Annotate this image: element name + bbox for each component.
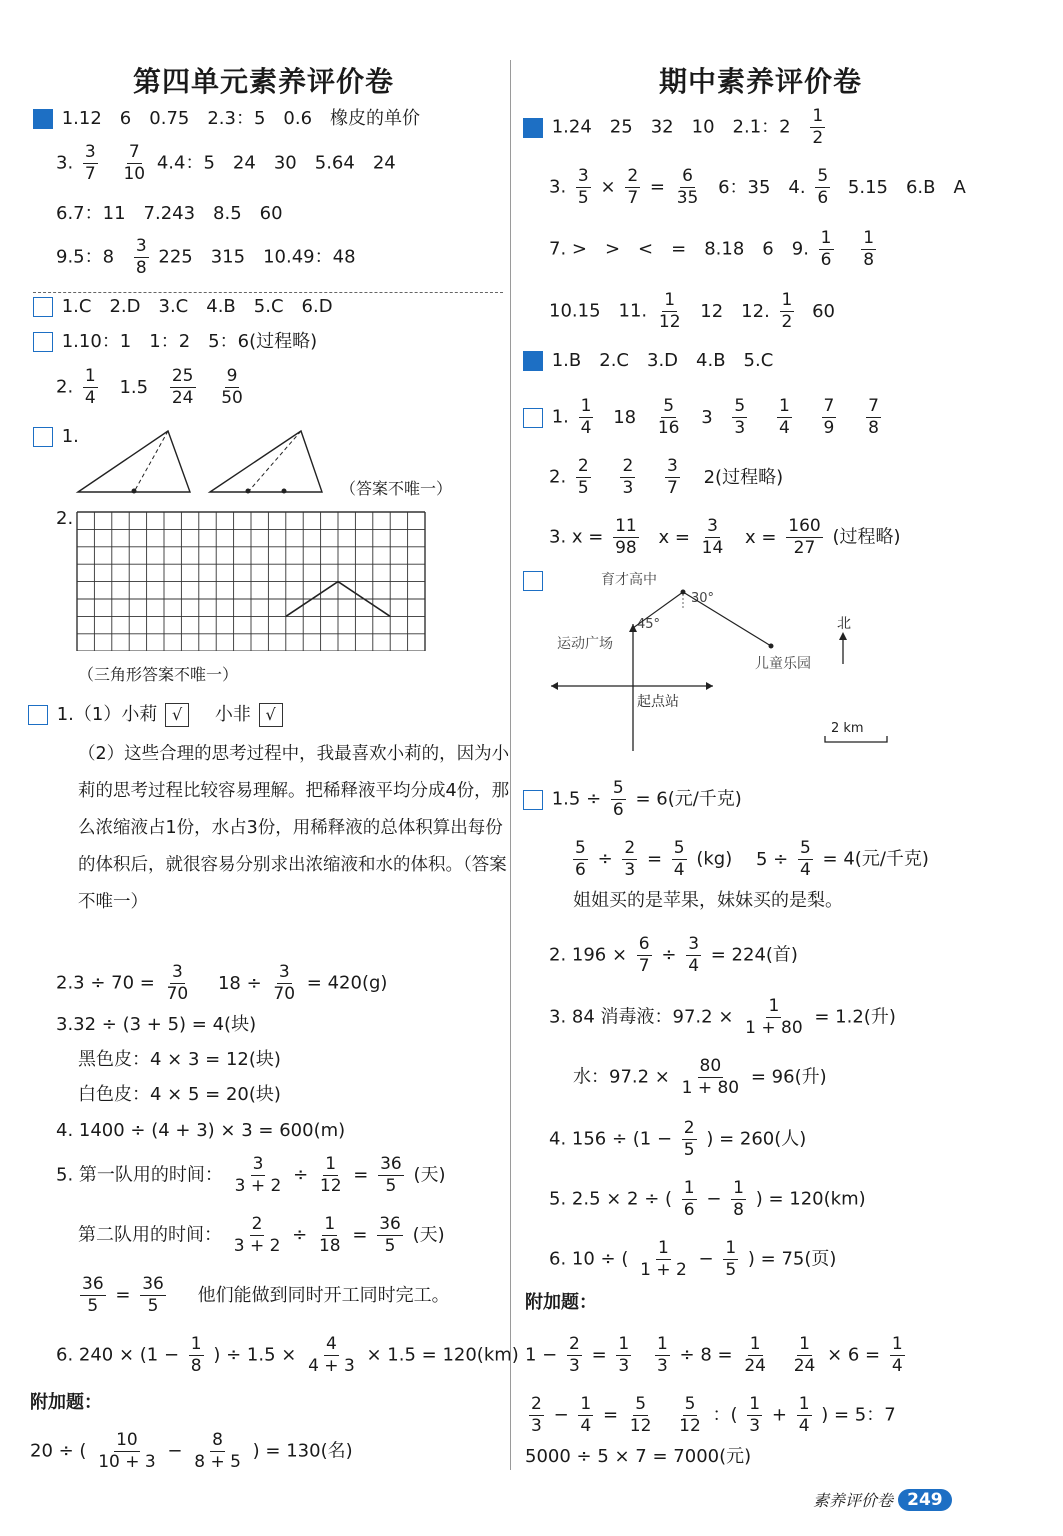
checkbox-xiaofei: √ [259,703,283,727]
right-s1-row1: 1.24 25 32 10 2.1：2 $\frac{1}{2}$ [523,108,829,147]
fraction: $\frac{80}{1 + 80}$ [681,1056,740,1098]
section-marker-1 [33,109,53,129]
playground-label: 运动广场 [557,636,613,652]
left-s4-q2: 2. [56,508,74,529]
fraction: $\frac{3}{70}$ [273,962,296,1004]
fraction: $\frac{3}{7}$ [667,456,678,498]
west-arrow-icon [551,682,558,690]
map-figure [543,566,903,766]
left-s5-q6: 6. 240 × (1 − $\frac{1}{8}$ ) ÷ 1.5 × $\frac{4}{4 + 3}$ × 1.5 = 120(km) [56,1334,519,1376]
fraction: $\frac{1}{2}$ [812,106,824,148]
section-marker-1 [523,118,543,138]
fraction: $\frac{7}{9}$ [823,396,835,438]
fraction: $\frac{7}{10}$ [123,142,146,184]
park-point [769,644,774,649]
fraction: $\frac{6}{35}$ [676,166,699,208]
grid-figure [76,511,428,651]
fraction: $\frac{36}{5}$ [142,1274,164,1316]
right-s5-q1c: 姐姐买的是苹果，妹妹买的是梨。 [573,890,843,911]
fraction: $\frac{1}{6}$ [683,1178,695,1220]
scale-label: 2 km [831,721,864,736]
right-s5-q1b: $\frac{5}{6}$ ÷ $\frac{2}{3}$ = $\frac{5}{4}$ (kg) 5 ÷ $\frac{5}{4}$ = 4(元/千克) [575,838,929,880]
height-line-1 [134,431,168,492]
fraction: $\frac{3}{4}$ [688,934,700,976]
fraction: $\frac{1}{4}$ [84,366,96,408]
triangle-1 [78,431,190,492]
left-s5-q2: 2.3 ÷ 70 = $\frac{3}{70}$ 18 ÷ $\frac{3}{70}$ = 420(g) [56,962,388,1004]
right-s5-q3a: 3. 84 消毒液：97.2 × $\frac{1}{1 + 80}$ = 1.2(升) [549,996,896,1038]
left-s5-q5c: $\frac{36}{5}$ = $\frac{36}{5}$ 他们能做到同时开工同时完工。 [82,1274,450,1316]
fraction: $\frac{5}{3}$ [734,396,746,438]
right-extra-row2: $\frac{2}{3}$ − $\frac{1}{4}$ = $\frac{5}{12}$ $\frac{5}{12}$ ：( $\frac{1}{3}$ + $\frac{1}{4}$ ) = 5：7 [531,1394,896,1436]
fraction: $\frac{5}{12}$ [679,1394,701,1436]
left-s5-q5b: 第二队用的时间： $\frac{2}{3 + 2}$ ÷ $\frac{1}{18}$ = $\frac{36}{5}$ (天) [78,1214,445,1256]
park-label: 儿童乐园 [755,656,811,672]
fraction: $\frac{160}{27}$ [788,516,821,558]
section-marker-4 [33,427,53,447]
left-extra-title: 附加题： [30,1392,102,1413]
school-point [681,590,686,595]
fraction: $\frac{3}{3 + 2}$ [234,1154,282,1196]
fraction: $\frac{10}{10 + 3}$ [98,1430,156,1472]
right-s5-q3b: 水：97.2 × $\frac{80}{1 + 80}$ = 96(升) [573,1056,827,1098]
fraction: $\frac{1}{4}$ [798,1394,810,1436]
fraction: $\frac{1}{2}$ [781,290,793,332]
left-s3-row2: 2. $\frac{1}{4}$ 1.5 $\frac{25}{24}$ $\frac{9}{50}$ [56,366,243,408]
section-marker-3 [33,332,53,352]
fraction: $\frac{36}{5}$ [379,1214,401,1256]
left-s4-note1: （答案不唯一） [340,479,453,498]
fraction: $\frac{1}{1 + 2}$ [640,1238,687,1280]
fraction: $\frac{6}{7}$ [638,934,650,976]
north-label: 北 [837,616,851,632]
fraction: $\frac{3}{14}$ [701,516,724,558]
right-s1-row2: 3. $\frac{3}{5}$ × $\frac{2}{7}$ = $\frac{6}{35}$ 6：35 4. $\frac{5}{6}$ 5.15 6.B A [549,166,966,208]
fraction: $\frac{1}{8}$ [863,228,875,270]
fraction: $\frac{1}{8}$ [190,1334,202,1376]
right-s5-q1a: 1.5 ÷ $\frac{5}{6}$ = 6(元/千克) [523,780,742,819]
triangles-figure [70,425,330,500]
fraction: $\frac{2}{3}$ [569,1334,580,1376]
left-extra-answer: 20 ÷ ( $\frac{10}{10 + 3}$ − $\frac{8}{8 + 5}$ ) = 130(名) [30,1430,353,1472]
fraction: $\frac{1}{4}$ [891,1334,903,1376]
left-s5-q4: 4. 1400 ÷ (4 + 3) × 3 = 600(m) [56,1120,346,1141]
left-s5-q3c: 白色皮：4 × 5 = 20(块) [78,1084,281,1105]
left-column [0,0,519,1536]
fraction: $\frac{1}{6}$ [820,228,832,270]
fraction: $\frac{2}{3}$ [624,838,636,880]
fraction: $\frac{9}{50}$ [221,366,243,408]
angle-45-label: 45° [637,617,661,632]
right-s1-row4: 10.15 11. $\frac{1}{12}$ 12 12. $\frac{1}{2}$ 60 [549,290,835,332]
fraction: $\frac{5}{16}$ [657,396,680,438]
fraction: $\frac{1}{3}$ [618,1334,630,1376]
fraction: $\frac{1}{24}$ [744,1334,766,1376]
left-s5-q3a: 3.32 ÷ (3 + 5) = 4(块) [56,1014,257,1035]
fraction: $\frac{1}{3}$ [656,1334,668,1376]
right-s2-row1: 1.B 2.C 3.D 4.B 5.C [523,350,773,372]
column-divider [510,60,511,1470]
school-label: 育才高中 [601,572,657,588]
fraction: $\frac{1}{24}$ [793,1334,816,1376]
fraction: $\frac{5}{6}$ [612,778,624,820]
right-column [513,0,1063,1536]
page-footer [813,1488,952,1511]
fraction: $\frac{5}{6}$ [817,166,829,208]
east-arrow-icon [706,682,713,690]
fraction: $\frac{1}{12}$ [658,290,681,332]
left-s1-row2: 3. $\frac{3}{7}$ $\frac{7}{10}$ 4.4：5 24 30 5.64 24 [56,142,396,184]
fraction: $\frac{5}{6}$ [575,838,586,880]
section-marker-4 [523,571,543,591]
fraction: $\frac{3}{8}$ [135,236,147,278]
angle-30-label: 30° [691,591,715,606]
fraction: $\frac{36}{5}$ [380,1154,402,1196]
scale-bar [825,736,887,742]
fraction: $\frac{36}{5}$ [82,1274,104,1316]
right-extra-title: 附加题： [525,1292,597,1313]
fraction: $\frac{1}{18}$ [318,1214,341,1256]
dashed-divider [33,292,503,293]
fraction: $\frac{1}{4}$ [580,1394,592,1436]
fraction: $\frac{3}{70}$ [166,962,189,1004]
fraction: $\frac{5}{12}$ [629,1394,652,1436]
right-s3-row1: 1. $\frac{1}{4}$ 18 $\frac{5}{16}$ 3 $\frac{5}{3}$ $\frac{1}{4}$ $\frac{7}{9}$ $\frac{7}{8}$ [523,398,885,437]
right-title: 期中素养评价卷 [659,65,863,98]
left-title: 第四单元素养评价卷 [133,65,395,98]
section-marker-5 [523,790,543,810]
right-s3-row3: 3. x = $\frac{11}{98}$ x = $\frac{3}{14}$ x = $\frac{160}{27}$ (过程略) [549,516,901,558]
page-number: 249 [898,1489,952,1511]
fraction: $\frac{5}{4}$ [673,838,685,880]
point-2 [246,489,251,494]
point-3 [282,489,287,494]
right-s5-q2: 2. 196 × $\frac{6}{7}$ ÷ $\frac{3}{4}$ = 224(首) [549,934,798,976]
section-marker-2 [523,351,543,371]
checkbox-xiaoli: √ [165,703,189,727]
right-s5-q5: 5. 2.5 × 2 ÷ ( $\frac{1}{6}$ − $\frac{1}{8}$ ) = 120(km) [549,1178,866,1220]
right-extra-row1: 1 − $\frac{2}{3}$ = $\frac{1}{3}$ $\frac{1}{3}$ ÷ 8 = $\frac{1}{24}$ $\frac{1}{24}$ × 6 = $\frac{1}{4}$ [525,1334,903,1376]
fraction: $\frac{1}{4}$ [778,396,790,438]
fraction: $\frac{1}{12}$ [319,1154,342,1196]
fraction: $\frac{2}{5}$ [683,1118,695,1160]
left-s4-note2: （三角形答案不唯一） [78,665,239,684]
left-s4-q1: 1. [33,426,79,448]
start-label: 起点站 [637,694,679,710]
left-s1-row4: 9.5：8 $\frac{3}{8}$ 225 315 10.49：48 [56,236,356,278]
fraction: $\frac{1}{3}$ [749,1394,761,1436]
left-s5-q1: 1.（1）小莉 √ 小非 √ [28,703,289,727]
fraction: $\frac{3}{5}$ [577,166,589,208]
fraction: $\frac{5}{4}$ [799,838,811,880]
triangle-2 [210,431,322,492]
left-s5-paragraph: （2）这些合理的思考过程中，我最喜欢小莉的，因为小莉的思考过程比较容易理解。把稀释液平均分成4份，那么浓缩液占1份，水占3份，用稀释液的总体积算出每份的体积后，就很容易分别求出浓缩液和水的体积。（答案不唯一） [78,744,510,912]
north-arrow-icon [839,632,847,640]
fraction: $\frac{2}{7}$ [627,166,639,208]
fraction: $\frac{11}{98}$ [615,516,637,558]
section-marker-3 [523,408,543,428]
left-s5-q3b: 黑色皮：4 × 3 = 12(块) [78,1049,281,1070]
right-s5-q6: 6. 10 ÷ ( $\frac{1}{1 + 2}$ − $\frac{1}{5}$ ) = 75(页) [549,1238,837,1280]
fraction: $\frac{3}{7}$ [84,142,96,184]
footer-label: 素养评价卷 [813,1491,894,1510]
left-s3-row1: 1.10：1 1：2 5：6(过程略) [33,331,317,353]
point-1 [132,489,137,494]
section-marker-2 [33,297,53,317]
left-s2-row1: 1.C 2.D 3.C 4.B 5.C 6.D [33,296,333,318]
fraction: $\frac{4}{4 + 3}$ [308,1334,355,1376]
left-s1-row3: 6.7：11 7.243 8.5 60 [56,203,283,224]
fraction: $\frac{1}{8}$ [733,1178,744,1220]
fraction: $\frac{2}{5}$ [577,456,589,498]
fraction: $\frac{7}{8}$ [868,396,879,438]
left-s5-q5a: 5. 第一队用的时间： $\frac{3}{3 + 2}$ ÷ $\frac{1}{12}$ = $\frac{36}{5}$ (天) [56,1154,446,1196]
fraction: $\frac{1}{5}$ [725,1238,737,1280]
fraction: $\frac{8}{8 + 5}$ [194,1430,241,1472]
right-extra-row3: 5000 ÷ 5 × 7 = 7000(元) [525,1446,752,1467]
fraction: $\frac{25}{24}$ [171,366,194,408]
right-s1-row3: 7. > > < = 8.18 6 9. $\frac{1}{6}$ $\frac{1}{8}$ [549,228,875,270]
route-2 [683,592,771,646]
fraction: $\frac{2}{3 + 2}$ [233,1214,281,1256]
fraction: $\frac{1}{1 + 80}$ [745,996,803,1038]
left-s1-row1: 1.12 6 0.75 2.3：5 0.6 橡皮的单价 [33,108,420,130]
section-marker-5 [28,705,48,725]
fraction: $\frac{2}{3}$ [622,456,634,498]
fraction: $\frac{1}{4}$ [580,396,592,438]
fraction: $\frac{2}{3}$ [531,1394,542,1436]
right-s3-row2: 2. $\frac{2}{5}$ $\frac{2}{3}$ $\frac{3}{7}$ 2(过程略) [549,456,784,498]
right-s5-q4: 4. 156 ÷ (1 − $\frac{2}{5}$ ) = 260(人) [549,1118,807,1160]
